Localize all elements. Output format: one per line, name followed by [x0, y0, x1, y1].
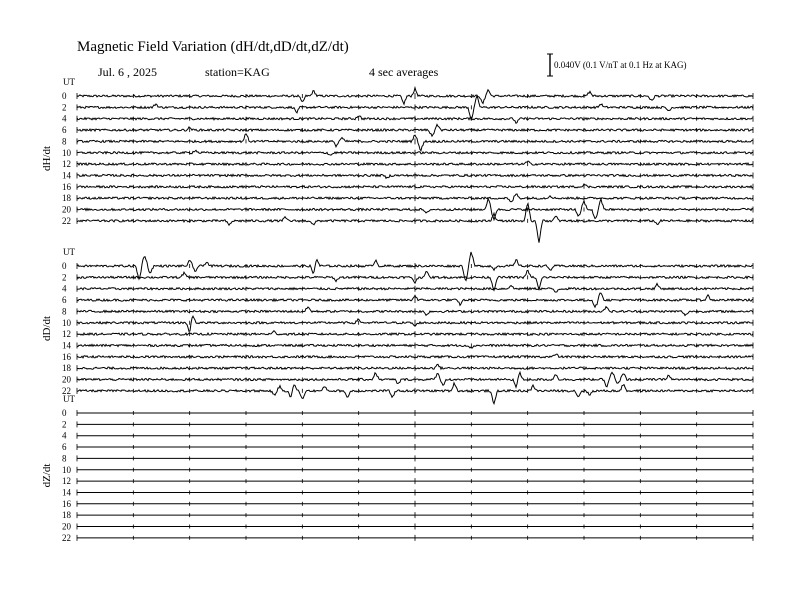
ut-label: UT — [63, 77, 75, 87]
hour-label: 22 — [62, 385, 71, 396]
y-axis-label: dZ/dt — [41, 463, 53, 488]
scale-note: 0.040V (0.1 V/nT at 0.1 Hz at KAG) — [554, 60, 687, 70]
hour-label: 14 — [62, 487, 71, 498]
hour-label: 22 — [62, 532, 71, 543]
hour-label: 20 — [62, 204, 71, 215]
hour-label: 6 — [62, 125, 67, 136]
date-label: Jul. 6 , 2025 — [98, 65, 158, 79]
hour-label: 8 — [62, 306, 67, 317]
ut-label: UT — [63, 247, 75, 257]
hour-label: 4 — [62, 113, 67, 124]
station-label: station=KAG — [205, 65, 270, 79]
hour-label: 20 — [62, 374, 71, 385]
hour-label: 14 — [62, 170, 71, 181]
hour-label: 12 — [62, 329, 71, 340]
panel-dH-dt — [41, 77, 753, 243]
y-axis-label: dH/dt — [41, 145, 53, 171]
hour-label: 14 — [62, 340, 71, 351]
hour-label: 0 — [62, 261, 67, 271]
hour-label: 18 — [62, 363, 71, 374]
hour-label: 2 — [62, 272, 67, 283]
hour-label: 18 — [62, 510, 71, 521]
averaging-label: 4 sec averages — [369, 65, 439, 79]
hour-label: 10 — [62, 147, 71, 158]
hour-label: 6 — [62, 442, 67, 453]
hour-label: 8 — [62, 453, 67, 464]
chart-title: Magnetic Field Variation (dH/dt,dD/dt,dZ/dt) — [77, 39, 349, 55]
panel-dD-dt — [41, 247, 753, 404]
hour-label: 20 — [62, 521, 71, 532]
hour-label: 18 — [62, 193, 71, 204]
hour-label: 0 — [62, 408, 67, 418]
hour-label: 12 — [62, 159, 71, 170]
hour-label: 16 — [62, 181, 71, 192]
hour-label: 16 — [62, 351, 71, 362]
hour-label: 22 — [62, 215, 71, 226]
hour-label: 6 — [62, 295, 67, 306]
panel-dZ-dt — [41, 394, 753, 543]
hour-label: 8 — [62, 136, 67, 147]
hour-label: 4 — [62, 430, 67, 441]
scale-bar — [547, 54, 553, 76]
y-axis-label: dD/dt — [41, 315, 53, 341]
ut-label: UT — [63, 394, 75, 404]
hour-label: 2 — [62, 419, 67, 430]
panels — [41, 77, 753, 543]
hour-label: 12 — [62, 476, 71, 487]
hour-label: 2 — [62, 102, 67, 113]
trace-line — [77, 372, 753, 387]
hour-label: 10 — [62, 464, 71, 475]
hour-label: 16 — [62, 498, 71, 509]
hour-label: 0 — [62, 91, 67, 101]
hour-label: 4 — [62, 283, 67, 294]
hour-label: 10 — [62, 317, 71, 328]
